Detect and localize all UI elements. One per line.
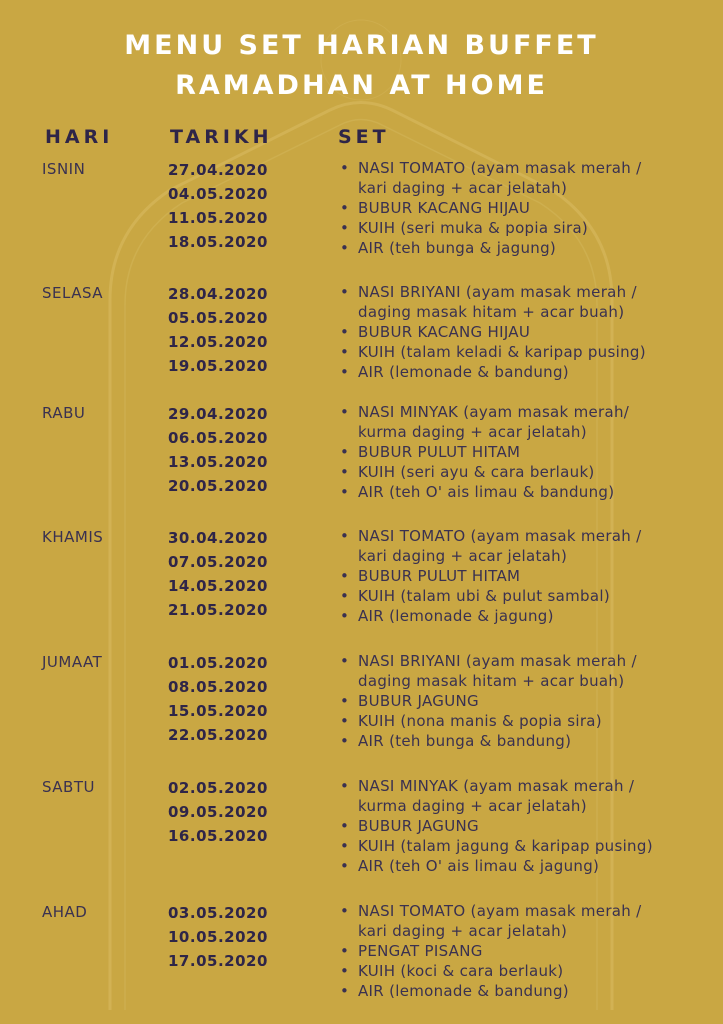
set-item — [340, 606, 710, 626]
set-item — [340, 526, 710, 566]
date-value: 18.05.2020 — [168, 233, 268, 251]
day-label: ISNIN — [42, 160, 86, 178]
set-item-text: KUIH (talam keladi & karipap pusing) — [358, 343, 646, 361]
set-item-text: kari daging + acar jelatah) — [358, 547, 568, 565]
date-list — [168, 526, 268, 622]
set-item-text: NASI MINYAK (ayam masak merah / — [358, 777, 635, 795]
date-value: 11.05.2020 — [168, 209, 268, 227]
set-item-text: AIR (teh bunga & bandung) — [358, 732, 572, 750]
set-item — [340, 322, 710, 342]
day-label: AHAD — [42, 903, 88, 921]
set-items — [340, 901, 710, 1001]
title-line-2: RAMADHAN AT HOME — [175, 70, 548, 101]
date-value: 30.04.2020 — [168, 529, 268, 547]
set-item — [340, 941, 710, 961]
date-list — [168, 282, 268, 378]
set-item — [340, 711, 710, 731]
header-set: SET — [338, 126, 390, 148]
set-item — [340, 731, 710, 751]
day-label: SABTU — [42, 778, 95, 796]
date-value: 01.05.2020 — [168, 654, 268, 672]
set-item-text: KUIH (koci & cara berlauk) — [358, 962, 564, 980]
set-item — [340, 402, 710, 442]
date-value: 28.04.2020 — [168, 285, 268, 303]
set-item — [340, 961, 710, 981]
header-hari: HARI — [45, 126, 114, 148]
date-value: 02.05.2020 — [168, 779, 268, 797]
date-value: 21.05.2020 — [168, 601, 268, 619]
set-item — [340, 462, 710, 482]
set-item-text: BUBUR PULUT HITAM — [358, 567, 521, 585]
date-value: 14.05.2020 — [168, 577, 268, 595]
header-tarikh: TARIKH — [170, 126, 273, 148]
set-item-text: kari daging + acar jelatah) — [358, 179, 568, 197]
set-item — [340, 901, 710, 941]
set-item — [340, 856, 710, 876]
date-value: 07.05.2020 — [168, 553, 268, 571]
set-item-text: NASI TOMATO (ayam masak merah / — [358, 902, 642, 920]
day-label: RABU — [42, 404, 86, 422]
set-item-text: AIR (lemonade & bandung) — [358, 363, 569, 381]
title-line-1: MENU SET HARIAN BUFFET — [124, 30, 599, 61]
date-value: 09.05.2020 — [168, 803, 268, 821]
set-item — [340, 816, 710, 836]
set-item-text: NASI BRIYANI (ayam masak merah / — [358, 652, 637, 670]
date-value: 19.05.2020 — [168, 357, 268, 375]
set-item — [340, 981, 710, 1001]
set-item-text: kari daging + acar jelatah) — [358, 922, 568, 940]
set-item — [340, 566, 710, 586]
set-item — [340, 218, 710, 238]
date-value: 12.05.2020 — [168, 333, 268, 351]
date-list — [168, 402, 268, 498]
set-items — [340, 158, 710, 258]
page-title — [0, 26, 723, 106]
date-value: 22.05.2020 — [168, 726, 268, 744]
date-value: 29.04.2020 — [168, 405, 268, 423]
set-item-text: BUBUR PULUT HITAM — [358, 443, 521, 461]
set-item-text: AIR (teh O' ais limau & bandung) — [358, 483, 615, 501]
set-item-text: KUIH (nona manis & popia sira) — [358, 712, 602, 730]
set-item-text: KUIH (talam jagung & karipap pusing) — [358, 837, 653, 855]
set-item-text: daging masak hitam + acar buah) — [358, 672, 625, 690]
date-value: 13.05.2020 — [168, 453, 268, 471]
set-item-text: AIR (lemonade & bandung) — [358, 982, 569, 1000]
day-label: SELASA — [42, 284, 104, 302]
set-item — [340, 776, 710, 816]
date-value: 17.05.2020 — [168, 952, 268, 970]
set-item — [340, 238, 710, 258]
set-item-text: kurma daging + acar jelatah) — [358, 797, 587, 815]
set-item — [340, 198, 710, 218]
set-item — [340, 158, 710, 198]
set-item — [340, 442, 710, 462]
day-label: JUMAAT — [42, 653, 103, 671]
set-item-text: KUIH (seri muka & popia sira) — [358, 219, 589, 237]
set-item-text: NASI BRIYANI (ayam masak merah / — [358, 283, 637, 301]
set-items — [340, 651, 710, 751]
set-item-text: BUBUR JAGUNG — [358, 817, 479, 835]
set-items — [340, 282, 710, 382]
set-item-text: kurma daging + acar jelatah) — [358, 423, 587, 441]
date-value: 03.05.2020 — [168, 904, 268, 922]
set-item-text: BUBUR KACANG HIJAU — [358, 199, 531, 217]
set-item — [340, 836, 710, 856]
set-item — [340, 342, 710, 362]
set-item-text: NASI MINYAK (ayam masak merah/ — [358, 403, 630, 421]
date-value: 15.05.2020 — [168, 702, 268, 720]
set-item — [340, 651, 710, 691]
set-item — [340, 282, 710, 322]
date-value: 20.05.2020 — [168, 477, 268, 495]
set-item-text: PENGAT PISANG — [358, 942, 483, 960]
date-list — [168, 158, 268, 254]
date-value: 16.05.2020 — [168, 827, 268, 845]
set-item-text: BUBUR KACANG HIJAU — [358, 323, 531, 341]
set-item-text: KUIH (seri ayu & cara berlauk) — [358, 463, 595, 481]
set-item-text: NASI TOMATO (ayam masak merah / — [358, 527, 642, 545]
set-item-text: KUIH (talam ubi & pulut sambal) — [358, 587, 610, 605]
day-label: KHAMIS — [42, 528, 104, 546]
set-item — [340, 586, 710, 606]
date-value: 05.05.2020 — [168, 309, 268, 327]
date-value: 04.05.2020 — [168, 185, 268, 203]
set-item-text: daging masak hitam + acar buah) — [358, 303, 625, 321]
date-list — [168, 651, 268, 747]
date-list — [168, 901, 268, 973]
set-items — [340, 776, 710, 876]
date-value: 08.05.2020 — [168, 678, 268, 696]
set-item-text: NASI TOMATO (ayam masak merah / — [358, 159, 642, 177]
set-item-text: AIR (teh bunga & jagung) — [358, 239, 557, 257]
date-value: 10.05.2020 — [168, 928, 268, 946]
set-item-text: AIR (teh O' ais limau & jagung) — [358, 857, 600, 875]
set-item — [340, 362, 710, 382]
set-items — [340, 526, 710, 626]
set-item — [340, 482, 710, 502]
date-list — [168, 776, 268, 848]
date-value: 06.05.2020 — [168, 429, 268, 447]
set-item-text: BUBUR JAGUNG — [358, 692, 479, 710]
set-item-text: AIR (lemonade & jagung) — [358, 607, 554, 625]
set-item — [340, 691, 710, 711]
set-items — [340, 402, 710, 502]
date-value: 27.04.2020 — [168, 161, 268, 179]
